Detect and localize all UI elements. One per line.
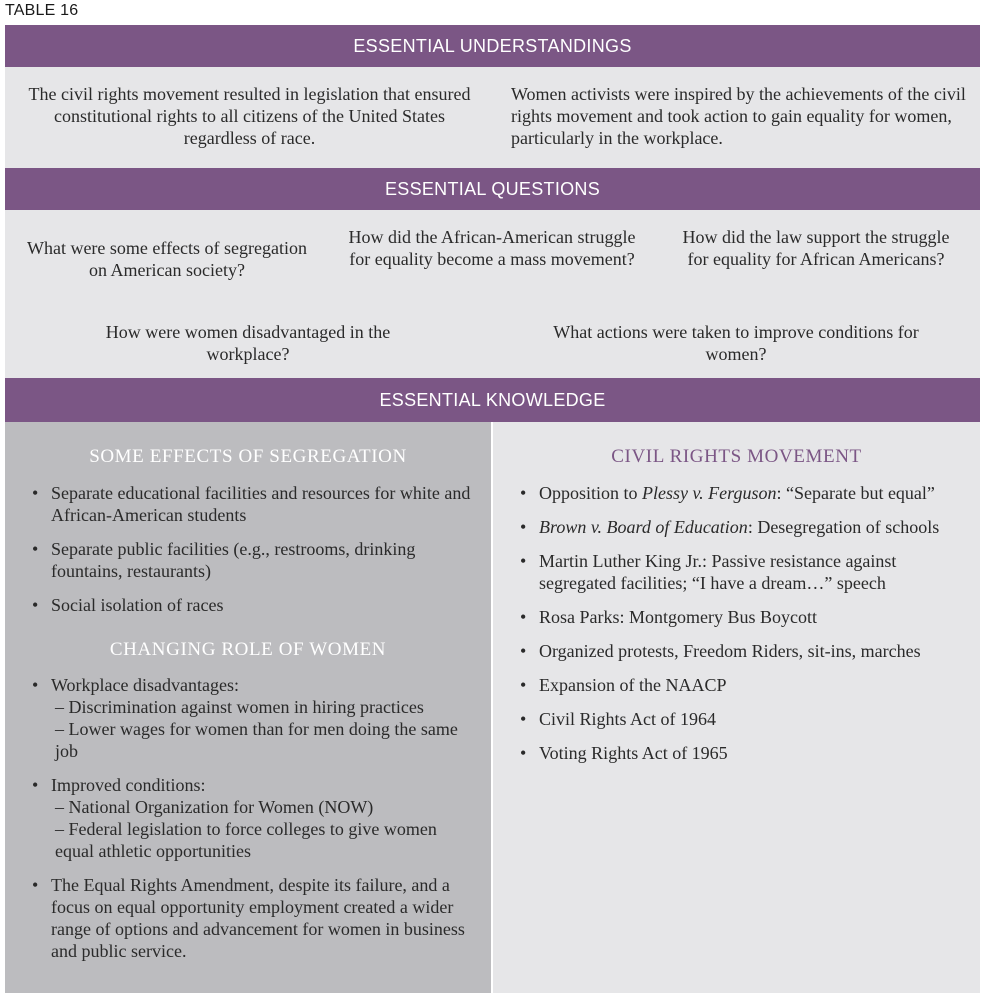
segregation-title: SOME EFFECTS OF SEGREGATION <box>89 446 407 467</box>
women-subitem-discrimination: – Discrimination against women in hiring practices <box>55 697 424 717</box>
women-item-workplace: Workplace disadvantages: <box>51 675 239 695</box>
question-mass-movement: How did the African-American struggle for equality become a mass movement? <box>348 227 636 269</box>
table-label: TABLE 16 <box>5 2 79 19</box>
women-subitem-legislation: – Federal legislation to force colleges to give women equal athletic opportunities <box>55 819 437 861</box>
women-list <box>31 674 477 974</box>
women-subitem-wages: – Lower wages for women than for men doing the same job <box>55 719 458 761</box>
list-item: • Expansion of the NAACP <box>519 674 969 696</box>
questions-heading: ESSENTIAL QUESTIONS <box>5 168 980 210</box>
knowledge-right-column <box>493 422 980 993</box>
list-item <box>31 774 477 862</box>
list-item <box>519 516 969 538</box>
civil-rights-title: CIVIL RIGHTS MOVEMENT <box>611 446 862 467</box>
understandings-panel <box>5 67 980 168</box>
women-subitem-now: – National Organization for Women (NOW) <box>55 797 374 817</box>
women-title: CHANGING ROLE OF WOMEN <box>109 639 387 660</box>
women-item-improved: Improved conditions: <box>51 775 206 795</box>
list-item: • Separate public facilities (e.g., restrooms, drinking fountains, restaurants) <box>31 538 477 582</box>
knowledge-left-column <box>5 422 491 993</box>
plessy-prefix: Opposition to <box>539 483 643 503</box>
list-item: • Martin Luther King Jr.: Passive resistance against segregated facilities; “I have a dream…” speech <box>519 550 969 594</box>
understanding-women: Women activists were inspired by the achievements of the civil rights movement and took action to gain equality for women, particularly in the workplace. <box>511 84 966 148</box>
question-women-improvements: What actions were taken to improve conditions for women? <box>553 322 919 364</box>
question-segregation-effects: What were some effects of segregation on American society? <box>26 238 308 280</box>
knowledge-heading: ESSENTIAL KNOWLEDGE <box>5 378 980 422</box>
question-women-disadvantaged: How were women disadvantaged in the workplace? <box>105 322 391 364</box>
list-item: • Voting Rights Act of 1965 <box>519 742 969 764</box>
plessy-suffix: : “Separate but equal” <box>776 483 935 503</box>
plessy-case: Plessy v. Ferguson <box>642 483 777 503</box>
list-item: • The Equal Rights Amendment, despite its failure, and a focus on equal opportunity employment created a wider range of options and advancement for women in business and public service. <box>31 874 477 962</box>
list-item: • Rosa Parks: Montgomery Bus Boycott <box>519 606 969 628</box>
brown-suffix: : Desegregation of schools <box>747 517 940 537</box>
question-law-support: How did the law support the struggle for equality for African Americans? <box>682 227 950 269</box>
list-item: • Organized protests, Freedom Riders, sit-ins, marches <box>519 640 969 662</box>
brown-case: Brown v. Board of Education <box>539 517 748 537</box>
list-item <box>519 482 969 504</box>
questions-panel <box>5 210 980 378</box>
list-item <box>31 674 477 762</box>
civil-rights-list <box>519 482 969 776</box>
segregation-list <box>31 482 477 628</box>
list-item: • Social isolation of races <box>31 594 477 616</box>
understanding-civil-rights: The civil rights movement resulted in legislation that ensured constitutional rights to all citizens of the United States regardless of race. <box>28 84 471 148</box>
list-item: • Civil Rights Act of 1964 <box>519 708 969 730</box>
understandings-heading: ESSENTIAL UNDERSTANDINGS <box>5 25 980 67</box>
list-item: • Separate educational facilities and resources for white and African-American students <box>31 482 477 526</box>
